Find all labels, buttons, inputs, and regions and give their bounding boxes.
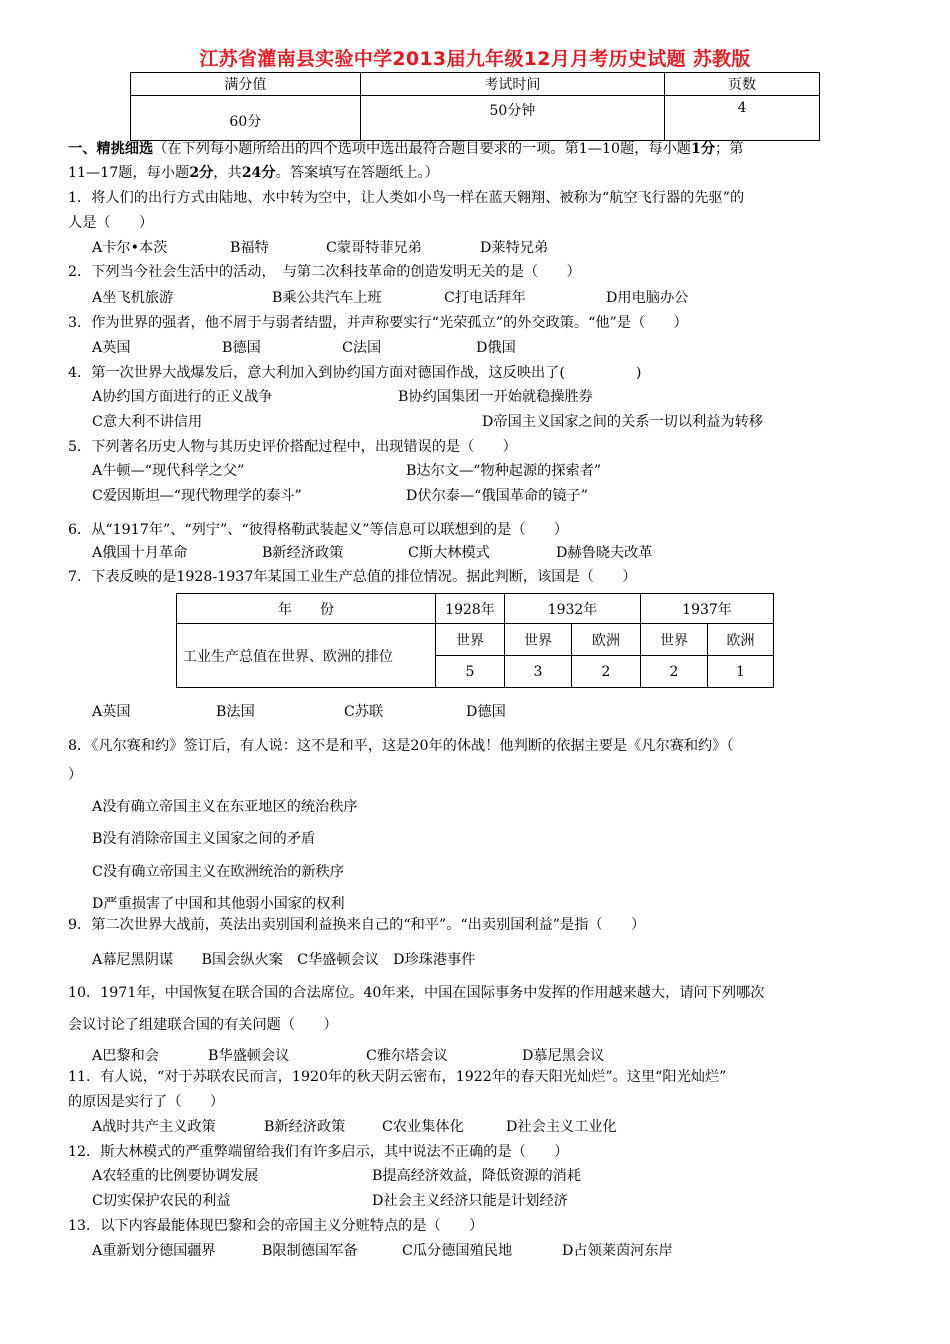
question-4-option-d: D帝国主义国家之间的关系一切以利益为转移	[482, 414, 763, 430]
question-3-stem: 3．作为世界的强者，他不屑于与弱者结盟，并声称要实行“光荣孤立”的外交政策。“他”是（ ）	[68, 315, 688, 331]
stats-scope-cell: 世界	[436, 624, 505, 656]
info-value-score: 60分	[131, 96, 361, 141]
question-11-stem: 11．有人说，“对于苏联农民而言，1920年的秋天阴云密布，1922年的春天阳光灿烂”。这里“阳光灿烂”	[68, 1069, 727, 1085]
question-10-stem-cont: 会议讨论了组建联合国的有关问题（ ）	[68, 1017, 338, 1033]
question-12-option-b: B提高经济效益，降低资源的消耗	[372, 1168, 582, 1184]
question-5-option-b: B达尔文—“物种起源的探索者”	[406, 463, 602, 479]
question-11-option-d: D社会主义工业化	[506, 1119, 617, 1135]
question-13-option-d: D占领莱茵河东岸	[562, 1243, 673, 1259]
question-10-option-d: D慕尼黑会议	[522, 1048, 605, 1064]
question-11-option-c: C农业集体化	[382, 1119, 464, 1135]
info-value-pages: 4	[665, 96, 820, 141]
question-2-option-c: C打电话拜年	[444, 290, 526, 306]
question-7-option-d: D德国	[466, 704, 506, 720]
stats-year-1932: 1932年	[505, 594, 641, 624]
stats-year-1928: 1928年	[436, 594, 505, 624]
exam-title: 江苏省灌南县实验中学2013届九年级12月月考历史试题 苏教版	[199, 48, 751, 70]
question-12-option-d: D社会主义经济只能是计划经济	[372, 1193, 568, 1209]
stats-rank-cell: 1	[708, 656, 774, 688]
question-7-stem: 7．下表反映的是1928-1937年某国工业生产总值的排位情况。据此判断，该国是（ ）	[68, 569, 637, 585]
question-12-stem: 12．斯大林模式的严重弊端留给我们有许多启示，其中说法不正确的是（ ）	[68, 1144, 569, 1160]
section-instructions-line2: 11—17题，每小题2分，共24分。答案填写在答题纸上。）	[68, 165, 439, 181]
question-8-stem: 8．《凡尔赛和约》签订后，有人说：这不是和平，这是20年的休战！他判断的依据主要是《凡尔赛和约》（	[68, 738, 734, 754]
question-4-stem: 4．第一次世界大战爆发后，意大利加入到协约国方面对德国作战，这反映出了( )	[68, 365, 642, 381]
question-1-option-d: D莱特兄弟	[480, 240, 549, 256]
question-12-option-a: A农轻重的比例要协调发展	[92, 1168, 259, 1184]
question-4-option-c: C意大利不讲信用	[92, 414, 203, 430]
question-3-option-c: C法国	[342, 340, 382, 356]
question-5-option-c: C爱因斯坦—“现代物理学的泰斗”	[92, 488, 302, 504]
exam-info-table	[130, 72, 820, 141]
question-5-stem: 5．下列著名历史人物与其历史评价搭配过程中，出现错误的是（ ）	[68, 439, 517, 455]
question-6-stem: 6．从“1917年”、“列宁”、“彼得格勒武装起义”等信息可以联想到的是（ ）	[68, 522, 569, 538]
stats-scope-cell: 世界	[641, 624, 708, 656]
question-13-option-c: C瓜分德国殖民地	[402, 1243, 513, 1259]
question-11-option-a: A战时共产主义政策	[92, 1119, 216, 1135]
question-13-stem: 13．以下内容最能体现巴黎和会的帝国主义分赃特点的是（ ）	[68, 1218, 484, 1234]
question-13-option-a: A重新划分德国疆界	[92, 1243, 216, 1259]
question-3-option-b: B德国	[222, 340, 261, 356]
stats-rank-cell: 5	[436, 656, 505, 688]
question-4-option-a: A协约国方面进行的正义战争	[92, 389, 273, 405]
question-5-option-d: D伏尔泰—“俄国革命的镜子”	[406, 488, 588, 504]
question-10-option-c: C雅尔塔会议	[366, 1048, 448, 1064]
question-7-option-c: C苏联	[344, 704, 384, 720]
question-8-stem-cont: ）	[68, 767, 83, 783]
question-10-option-a: A巴黎和会	[92, 1048, 159, 1064]
stats-rank-cell: 2	[572, 656, 641, 688]
question-1-option-a: A卡尔•本茨	[92, 240, 168, 256]
stats-year-1937: 1937年	[641, 594, 774, 624]
question-6-option-a: A俄国十月革命	[92, 545, 188, 561]
question-13-option-b: B限制德国军备	[262, 1243, 358, 1259]
question-2-stem: 2．下列当今社会生活中的活动， 与第二次科技革命的创造发明无关的是（ ）	[68, 264, 581, 280]
question-7-option-a: A英国	[92, 704, 131, 720]
stats-rank-cell: 3	[505, 656, 572, 688]
question-5-option-a: A牛顿—“现代科学之父”	[92, 463, 245, 479]
info-value-time: 50分钟	[360, 96, 664, 141]
info-header-pages: 页数	[665, 73, 820, 96]
question-1-option-c: C蒙哥特菲兄弟	[326, 240, 422, 256]
industrial-ranking-table	[176, 593, 774, 688]
question-3-option-d: D俄国	[476, 340, 516, 356]
section-instructions-line1: 一、精挑细选（在下列每小题所给出的四个选项中选出最符合题目要求的一项。第1—10题，每小题1分；第	[68, 141, 744, 157]
info-header-time: 考试时间	[360, 73, 664, 96]
question-12-option-c: C切实保护农民的利益	[92, 1193, 231, 1209]
stats-scope-cell: 欧洲	[708, 624, 774, 656]
question-8-option-a: A没有确立帝国主义在东亚地区的统治秩序	[92, 799, 358, 815]
question-2-option-d: D用电脑办公	[606, 290, 689, 306]
question-3-option-a: A英国	[92, 340, 131, 356]
stats-scope-cell: 世界	[505, 624, 572, 656]
question-10-stem: 10．1971年，中国恢复在联合国的合法席位。40年来，中国在国际事务中发挥的作用越来越大，请问下列哪次	[68, 985, 765, 1001]
question-8-option-b: B没有消除帝国主义国家之间的矛盾	[92, 831, 316, 847]
question-4-option-b: B协约国集团一开始就稳操胜券	[398, 389, 593, 405]
question-6-option-c: C斯大林模式	[408, 545, 490, 561]
question-11-stem-cont: 的原因是实行了（ ）	[68, 1094, 225, 1110]
question-10-option-b: B华盛顿会议	[208, 1048, 290, 1064]
question-8-option-c: C没有确立帝国主义在欧洲统治的新秩序	[92, 864, 345, 880]
question-9-options: A幕尼黑阴谋 B国会纵火案 C华盛顿会议 D珍珠港事件	[92, 952, 476, 968]
stats-rank-cell: 2	[641, 656, 708, 688]
question-9-stem: 9．第二次世界大战前，英法出卖别国利益换来自己的“和平”。“出卖别国利益”是指（ ）	[68, 917, 646, 933]
question-6-option-d: D赫鲁晓夫改革	[556, 545, 653, 561]
question-1-stem: 1．将人们的出行方式由陆地、水中转为空中，让人类如小鸟一样在蓝天翱翔、被称为“航空飞行器的先驱”的	[68, 190, 745, 206]
question-11-option-b: B新经济政策	[264, 1119, 346, 1135]
section-label: 一、精挑细选	[68, 141, 154, 157]
question-1-option-b: B福特	[230, 240, 269, 256]
question-2-option-b: B乘公共汽车上班	[272, 290, 382, 306]
question-1-stem-cont: 人是（ ）	[68, 215, 154, 231]
stats-row-label: 工业生产总值在世界、欧洲的排位	[177, 624, 436, 688]
stats-year-label: 年 份	[177, 594, 436, 624]
question-6-option-b: B新经济政策	[262, 545, 344, 561]
question-7-option-b: B法国	[216, 704, 255, 720]
info-header-score: 满分值	[131, 73, 361, 96]
stats-scope-cell: 欧洲	[572, 624, 641, 656]
question-2-option-a: A坐飞机旅游	[92, 290, 174, 306]
question-8-option-d: D严重损害了中国和其他弱小国家的权利	[92, 896, 345, 912]
